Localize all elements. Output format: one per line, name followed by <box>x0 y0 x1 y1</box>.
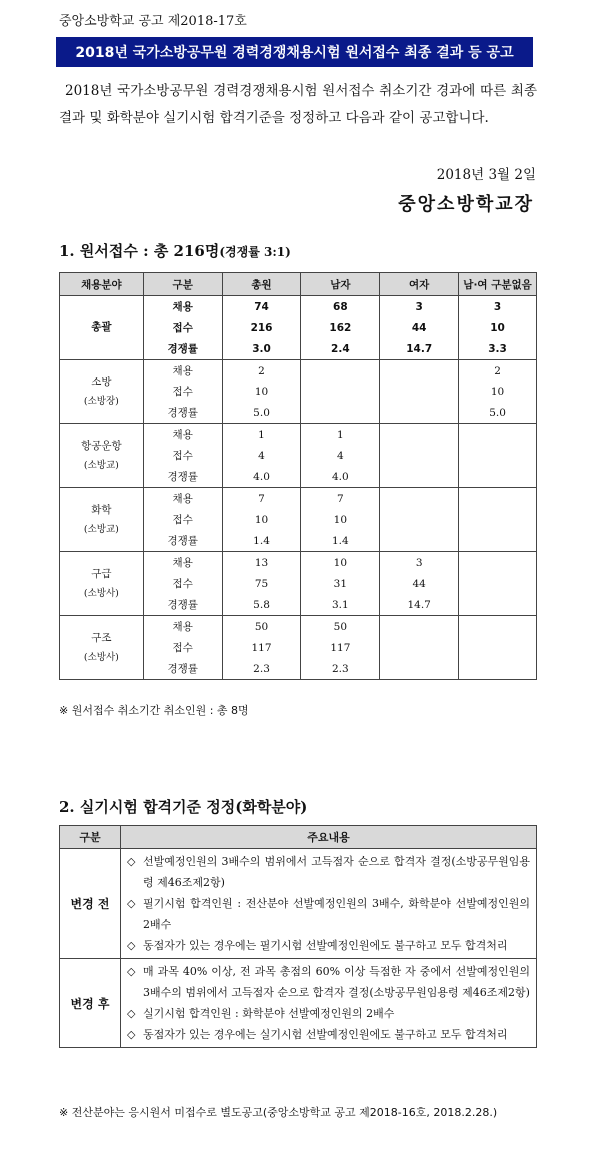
cell-none: 3.3 <box>459 338 537 360</box>
announcement-date: 2018년 3월 2일 <box>436 167 536 183</box>
field-name-cell <box>60 616 144 680</box>
cell-none <box>459 424 537 446</box>
cell-male: 1 <box>301 424 380 446</box>
signer: 중앙소방학교장 <box>398 194 534 215</box>
criteria-table-header <box>60 826 537 849</box>
diamond-icon: ◇ <box>127 939 136 952</box>
document-number: 중앙소방학교 공고 제2018-17호 <box>59 14 247 29</box>
cell-label: 접수 <box>143 445 222 466</box>
list-item <box>127 1024 530 1045</box>
cell-male: 4.0 <box>301 466 380 488</box>
cell-total: 50 <box>222 616 301 638</box>
criteria-list <box>127 851 530 956</box>
application-table-body <box>60 296 537 680</box>
field-rank: (소방사) <box>83 651 119 663</box>
cell-female: 3 <box>380 296 459 318</box>
col-content: 주요내용 <box>121 826 537 849</box>
cell-male: 2.3 <box>301 658 380 680</box>
diamond-icon: ◇ <box>127 965 136 978</box>
col-no-gender: 남·여 구분없음 <box>459 273 537 296</box>
field-name-cell <box>60 552 144 616</box>
cell-female <box>380 658 459 680</box>
cell-female <box>380 445 459 466</box>
cell-male: 7 <box>301 488 380 510</box>
cell-label: 채용 <box>143 488 222 510</box>
change-label: 변경 전 <box>60 849 121 959</box>
cell-none: 10 <box>459 381 537 402</box>
diamond-icon: ◇ <box>127 1028 136 1041</box>
cell-male: 50 <box>301 616 380 638</box>
table-row <box>60 552 537 574</box>
list-item <box>127 935 530 956</box>
diamond-icon: ◇ <box>127 1007 136 1020</box>
table-row <box>60 616 537 638</box>
cell-none <box>459 616 537 638</box>
cell-none <box>459 488 537 510</box>
cell-female: 44 <box>380 573 459 594</box>
field-name-cell <box>60 360 144 424</box>
cell-total: 7 <box>222 488 301 510</box>
cell-total: 4.0 <box>222 466 301 488</box>
cell-label: 접수 <box>143 509 222 530</box>
change-content <box>121 849 537 959</box>
cell-label: 채용 <box>143 296 222 318</box>
list-item <box>127 893 530 935</box>
cell-total: 1 <box>222 424 301 446</box>
cell-female <box>380 488 459 510</box>
col-type: 구분 <box>143 273 222 296</box>
cell-male <box>301 360 380 382</box>
cell-total: 117 <box>222 637 301 658</box>
field-rank: (소방교) <box>83 523 119 535</box>
list-item-text: 동점자가 있는 경우에는 실기시험 선발예정인원에도 불구하고 모두 합격처리 <box>143 1028 508 1041</box>
list-item-text: 동점자가 있는 경우에는 필기시험 선발예정인원에도 불구하고 모두 합격처리 <box>143 939 508 952</box>
cell-label: 경쟁률 <box>143 402 222 424</box>
col-field: 채용분야 <box>60 273 144 296</box>
cell-none <box>459 552 537 574</box>
cell-male: 117 <box>301 637 380 658</box>
section2-heading: 2. 실기시험 합격기준 정정(화학분야) <box>59 798 308 816</box>
cell-total: 5.8 <box>222 594 301 616</box>
diamond-icon: ◇ <box>127 855 136 868</box>
cell-male: 4 <box>301 445 380 466</box>
cell-male: 31 <box>301 573 380 594</box>
cell-male: 68 <box>301 296 380 318</box>
cell-total: 1.4 <box>222 530 301 552</box>
list-item <box>127 961 530 1003</box>
cell-total: 10 <box>222 509 301 530</box>
cell-female <box>380 530 459 552</box>
cell-total: 75 <box>222 573 301 594</box>
field-name: 소방 <box>91 375 112 388</box>
cell-none: 10 <box>459 317 537 338</box>
diamond-icon: ◇ <box>127 897 136 910</box>
cancellation-note: ※ 원서접수 취소기간 취소인원 : 총 8명 <box>59 704 249 717</box>
col-male: 남자 <box>301 273 380 296</box>
table-row <box>60 959 537 1048</box>
table-row <box>60 488 537 510</box>
col-total: 총원 <box>222 273 301 296</box>
field-name-cell <box>60 488 144 552</box>
field-name: 구조 <box>91 631 112 644</box>
cell-male: 162 <box>301 317 380 338</box>
cell-total: 10 <box>222 381 301 402</box>
cell-male: 10 <box>301 509 380 530</box>
announcement-body: 2018년 국가소방공무원 경력경쟁채용시험 원서접수 취소기간 경과에 따른 최종 결과 및 화학분야 실기시험 합격기준을 정정하고 다음과 같이 공고합니다. <box>59 83 537 126</box>
section1-heading-main: 1. 원서접수 : 총 216명 <box>59 242 220 260</box>
cell-total: 74 <box>222 296 301 318</box>
change-content <box>121 959 537 1048</box>
cell-total: 2 <box>222 360 301 382</box>
field-name: 구급 <box>91 567 112 580</box>
col-female: 여자 <box>380 273 459 296</box>
cell-none <box>459 658 537 680</box>
list-item <box>127 851 530 893</box>
list-item-text: 필기시험 합격인원 : 전산분야 선발예정인원의 3배수, 화학분야 선발예정인원의 2배수 <box>143 897 530 931</box>
cell-none: 3 <box>459 296 537 318</box>
cell-female <box>380 402 459 424</box>
list-item <box>127 1003 530 1024</box>
cell-female: 44 <box>380 317 459 338</box>
cell-total: 13 <box>222 552 301 574</box>
section1-heading-sub: (경쟁률 3:1) <box>219 245 291 259</box>
application-table-header <box>60 273 537 296</box>
section1-heading <box>59 240 291 261</box>
field-name: 화학 <box>91 503 112 516</box>
cell-label: 경쟁률 <box>143 338 222 360</box>
cell-none <box>459 573 537 594</box>
field-name: 총괄 <box>91 321 112 333</box>
cell-total: 216 <box>222 317 301 338</box>
cell-male <box>301 381 380 402</box>
announcement-title: 2018년 국가소방공무원 경력경쟁채용시험 원서접수 최종 결과 등 공고 <box>56 37 533 67</box>
cell-label: 경쟁률 <box>143 658 222 680</box>
change-label: 변경 후 <box>60 959 121 1048</box>
cell-label: 경쟁률 <box>143 466 222 488</box>
cell-female: 14.7 <box>380 594 459 616</box>
cell-none <box>459 594 537 616</box>
cell-total: 4 <box>222 445 301 466</box>
list-item-text: 매 과목 40% 이상, 전 과목 총점의 60% 이상 득점한 자 중에서 선발예정인원의 3배수의 범위에서 고득점자 순으로 합격자 결정(소방공무원임용령 제46조제2항) <box>143 965 530 999</box>
cell-male: 3.1 <box>301 594 380 616</box>
cell-label: 접수 <box>143 381 222 402</box>
cell-male: 10 <box>301 552 380 574</box>
list-item-text: 실기시험 합격인원 : 화학분야 선발예정인원의 2배수 <box>143 1007 395 1020</box>
cell-total: 5.0 <box>222 402 301 424</box>
cell-label: 채용 <box>143 424 222 446</box>
cell-none <box>459 530 537 552</box>
field-rank: (소방사) <box>83 587 119 599</box>
cell-total: 2.3 <box>222 658 301 680</box>
cell-female <box>380 509 459 530</box>
field-name-cell <box>60 424 144 488</box>
table-row <box>60 296 537 318</box>
cell-label: 경쟁률 <box>143 530 222 552</box>
cell-label: 접수 <box>143 573 222 594</box>
cell-none <box>459 445 537 466</box>
cell-label: 접수 <box>143 317 222 338</box>
cell-none <box>459 637 537 658</box>
cell-none <box>459 466 537 488</box>
cell-female: 14.7 <box>380 338 459 360</box>
cell-female <box>380 360 459 382</box>
field-name-cell <box>60 296 144 360</box>
criteria-list <box>127 961 530 1045</box>
cell-female <box>380 616 459 638</box>
cell-female: 3 <box>380 552 459 574</box>
cell-label: 경쟁률 <box>143 594 222 616</box>
col-category: 구분 <box>60 826 121 849</box>
cell-female <box>380 466 459 488</box>
cell-none <box>459 509 537 530</box>
field-rank: (소방장) <box>83 395 119 407</box>
cell-female <box>380 424 459 446</box>
table-row <box>60 360 537 382</box>
cell-male: 2.4 <box>301 338 380 360</box>
cell-label: 채용 <box>143 552 222 574</box>
table-row <box>60 424 537 446</box>
cell-none: 2 <box>459 360 537 382</box>
cell-male: 1.4 <box>301 530 380 552</box>
cell-none: 5.0 <box>459 402 537 424</box>
criteria-table-body <box>60 849 537 1048</box>
application-table <box>59 272 537 680</box>
cell-label: 채용 <box>143 616 222 638</box>
table-row <box>60 849 537 959</box>
cell-label: 접수 <box>143 637 222 658</box>
field-name: 항공운항 <box>81 439 122 452</box>
cell-female <box>380 381 459 402</box>
cell-label: 채용 <box>143 360 222 382</box>
field-rank: (소방교) <box>83 459 119 471</box>
computing-field-note: ※ 전산분야는 응시원서 미접수로 별도공고(중앙소방학교 공고 제2018-16호, 2018.2.28.) <box>59 1106 498 1119</box>
cell-female <box>380 637 459 658</box>
criteria-table <box>59 825 537 1048</box>
cell-total: 3.0 <box>222 338 301 360</box>
cell-male <box>301 402 380 424</box>
list-item-text: 선발예정인원의 3배수의 범위에서 고득점자 순으로 합격자 결정(소방공무원임용령 제46조제2항) <box>143 855 530 889</box>
